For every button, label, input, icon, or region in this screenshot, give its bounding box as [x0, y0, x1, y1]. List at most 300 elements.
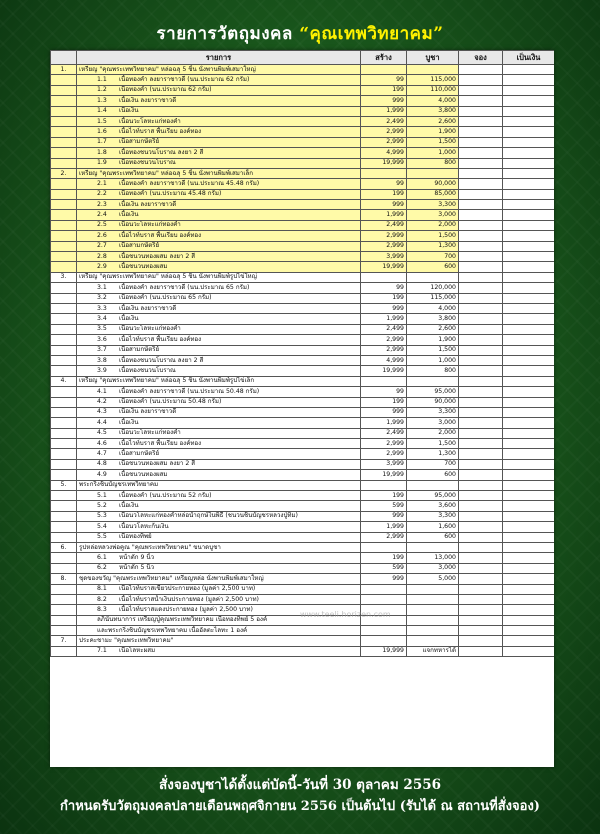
cell-item — [77, 116, 361, 126]
cell-amount — [503, 65, 555, 75]
cell-price: 90,000 — [407, 397, 459, 407]
cell-price — [407, 626, 459, 636]
cell-reserve[interactable] — [459, 397, 503, 407]
item-index: 2.4 — [97, 211, 107, 219]
item-text: เนื้อชนวนทองผสม — [119, 263, 168, 271]
item-text: เหรียญ "คุณพระเทพวิทยาคม" หล่อฉลุ 5 ชิ้น นั่งพานพิมพ์เสมาใหญ่ — [79, 65, 256, 73]
item-index: 3.5 — [97, 325, 107, 333]
cell-price: 1,500 — [407, 345, 459, 355]
cell-item — [77, 252, 361, 262]
item-index: 1.2 — [97, 86, 107, 94]
cell-reserve[interactable] — [459, 532, 503, 542]
cell-item — [77, 480, 361, 490]
cell-item — [77, 594, 361, 604]
cell-price: แจกทหารได้ — [407, 646, 459, 656]
cell-built: 999 — [361, 303, 407, 313]
cell-amount — [503, 646, 555, 656]
cell-item — [77, 272, 361, 282]
item-text: เนื้อทองชนวนโบราณ — [119, 159, 176, 167]
cell-reserve[interactable] — [459, 210, 503, 220]
cell-amount — [503, 148, 555, 158]
item-index: 3.8 — [97, 356, 107, 364]
cell-reserve[interactable] — [459, 491, 503, 501]
cell-amount — [503, 189, 555, 199]
cell-reserve[interactable] — [459, 605, 503, 615]
table-row — [51, 542, 555, 552]
cell-item — [77, 85, 361, 95]
cell-reserve[interactable] — [459, 470, 503, 480]
item-index: 1.4 — [97, 107, 107, 115]
item-index: 5.4 — [97, 522, 107, 530]
cell-reserve[interactable] — [459, 137, 503, 147]
table-row — [51, 501, 555, 511]
cell-amount — [503, 262, 555, 272]
cell-reserve[interactable] — [459, 106, 503, 116]
item-text: เนื้อเงิน — [119, 107, 139, 115]
item-index: 3.9 — [97, 366, 107, 374]
cell-no — [51, 345, 77, 355]
cell-price: 90,000 — [407, 179, 459, 189]
cell-item — [77, 366, 361, 376]
cell-built: 199 — [361, 85, 407, 95]
item-index: 4.9 — [97, 470, 107, 478]
item-text: เนื้อไวท์บราส พื้นเรียบ องค์ทอง — [119, 231, 202, 239]
cell-built: 99 — [361, 387, 407, 397]
cell-no — [51, 314, 77, 324]
cell-item — [77, 428, 361, 438]
cell-reserve[interactable] — [459, 220, 503, 230]
cell-price: 600 — [407, 262, 459, 272]
table-body — [51, 65, 555, 657]
cell-reserve[interactable] — [459, 314, 503, 324]
cell-item — [77, 324, 361, 334]
cell-reserve[interactable] — [459, 303, 503, 313]
item-index: 8.2 — [97, 595, 107, 603]
cell-amount — [503, 179, 555, 189]
item-text: เนื้อทองคำ (นน.ประมาณ 65 กรัม) — [119, 294, 212, 302]
cell-built: 999 — [361, 96, 407, 106]
cell-amount — [503, 594, 555, 604]
table-row — [51, 262, 555, 272]
watermark: www.teeli.horizen.com — [300, 610, 391, 619]
cell-reserve[interactable] — [459, 366, 503, 376]
item-text: เนื้อสามกษัตริย์ — [119, 242, 160, 250]
cell-reserve[interactable] — [459, 501, 503, 511]
table-row — [51, 293, 555, 303]
cell-built — [361, 594, 407, 604]
header-price: บูชา — [407, 51, 459, 65]
item-text: เนื้อเงิน ลงยาราชาวดี — [119, 200, 177, 208]
item-text: เนื้อทองทิพย์ — [119, 533, 152, 541]
cell-reserve[interactable] — [459, 636, 503, 646]
cell-price: 2,000 — [407, 428, 459, 438]
cell-reserve[interactable] — [459, 511, 503, 521]
cell-reserve[interactable] — [459, 522, 503, 532]
cell-price: 1,500 — [407, 137, 459, 147]
table-row — [51, 439, 555, 449]
cell-reserve[interactable] — [459, 387, 503, 397]
table-row — [51, 200, 555, 210]
cell-no — [51, 220, 77, 230]
cell-no — [51, 605, 77, 615]
item-index: 3.4 — [97, 314, 107, 322]
cell-reserve[interactable] — [459, 626, 503, 636]
cell-reserve[interactable] — [459, 231, 503, 241]
cell-no — [51, 200, 77, 210]
cell-no — [51, 501, 77, 511]
cell-reserve[interactable] — [459, 241, 503, 251]
cell-reserve[interactable] — [459, 594, 503, 604]
item-text: เนื้อทองคำ (นน.ประมาณ 50.48 กรัม) — [119, 398, 222, 406]
cell-no — [51, 148, 77, 158]
item-text: เนื้อทองคำ (นน.ประมาณ 52 กรัม) — [119, 491, 212, 499]
cell-item — [77, 355, 361, 365]
table-row — [51, 96, 555, 106]
cell-item — [77, 75, 361, 85]
cell-built: 99 — [361, 283, 407, 293]
cell-item — [77, 470, 361, 480]
table-row — [51, 179, 555, 189]
cell-reserve[interactable] — [459, 553, 503, 563]
cell-reserve[interactable] — [459, 615, 503, 625]
cell-price: 95,000 — [407, 491, 459, 501]
cell-reserve[interactable] — [459, 85, 503, 95]
cell-reserve[interactable] — [459, 335, 503, 345]
cell-reserve[interactable] — [459, 168, 503, 178]
cell-price: 115,000 — [407, 293, 459, 303]
cell-reserve[interactable] — [459, 407, 503, 417]
table-row — [51, 314, 555, 324]
table-row — [51, 366, 555, 376]
cell-price: 2,600 — [407, 116, 459, 126]
cell-price — [407, 594, 459, 604]
cell-built: 199 — [361, 491, 407, 501]
cell-amount — [503, 283, 555, 293]
item-index: 1.8 — [97, 148, 107, 156]
cell-reserve[interactable] — [459, 179, 503, 189]
item-text: เนื้อไวท์บราส พื้นเรียบ องค์ทอง — [119, 127, 202, 135]
cell-built — [361, 480, 407, 490]
cell-reserve[interactable] — [459, 345, 503, 355]
table-row — [51, 272, 555, 282]
table-row — [51, 563, 555, 573]
cell-built: 999 — [361, 407, 407, 417]
item-text: เนื้อทองชนวนโบราณ ลงยา 2 สี — [119, 356, 204, 364]
cell-amount — [503, 407, 555, 417]
cell-reserve[interactable] — [459, 459, 503, 469]
item-text: เนื้อทองชนวนโบราณ — [119, 366, 176, 374]
cell-built: 2,999 — [361, 241, 407, 251]
cell-no — [51, 418, 77, 428]
cell-item — [77, 626, 361, 636]
cell-amount — [503, 200, 555, 210]
cell-no — [51, 626, 77, 636]
table-row — [51, 459, 555, 469]
table-row — [51, 220, 555, 230]
cell-item — [77, 397, 361, 407]
item-text: เหรียญ "คุณพระเทพวิทยาคม" หล่อฉลุ 5 ชิ้น นั่งพานพิมพ์รูปไข่ใหญ่ — [79, 273, 257, 281]
item-text: เนื้อชนวนทองผสม ลงยา 2 สี — [119, 460, 196, 468]
footer-order-period: สั่งจองบูชาได้ตั้งแต่บัดนี้-วันที่ 30 ตุลาคม 2556 — [158, 777, 442, 793]
item-text: เนื้อนวะโลหะแก่ทองคำ — [119, 429, 181, 437]
item-text: เหรียญ "คุณพระเทพวิทยาคม" หล่อฉลุ 5 ชิ้น นั่งพานพิมพ์เสมาเล็ก — [79, 169, 254, 177]
table-row — [51, 210, 555, 220]
item-text: เนื้อทองคำ ลงยาราชาวดี (นน.ประมาณ 50.48 กรัม) — [119, 387, 260, 395]
table-row — [51, 116, 555, 126]
cell-built — [361, 376, 407, 386]
item-index: 4.2 — [97, 398, 107, 406]
cell-built: 19,999 — [361, 158, 407, 168]
item-text: เนื้อเงิน ลงยาราชาวดี — [119, 96, 177, 104]
cell-item — [77, 584, 361, 594]
cell-built: 2,999 — [361, 335, 407, 345]
cell-reserve[interactable] — [459, 418, 503, 428]
cell-item — [77, 511, 361, 521]
cell-built: 2,499 — [361, 220, 407, 230]
cell-item — [77, 532, 361, 542]
cell-amount — [503, 584, 555, 594]
item-index: 2.5 — [97, 221, 107, 229]
cell-item — [77, 303, 361, 313]
cell-reserve[interactable] — [459, 563, 503, 573]
cell-amount — [503, 387, 555, 397]
cell-item — [77, 262, 361, 272]
item-text: เนื้อทองคำ ลงยาราชาวดี (นน.ประมาณ 65 กรัม) — [119, 283, 250, 291]
cell-amount — [503, 376, 555, 386]
cell-built — [361, 636, 407, 646]
cell-reserve[interactable] — [459, 542, 503, 552]
cell-price: 1,500 — [407, 231, 459, 241]
item-text: เนื้อนวโลหะก้นเงิน — [119, 522, 169, 530]
cell-price: 1,000 — [407, 355, 459, 365]
cell-built: 1,999 — [361, 210, 407, 220]
cell-built: 99 — [361, 75, 407, 85]
table-row — [51, 553, 555, 563]
cell-amount — [503, 272, 555, 282]
item-text: เหรียญ "คุณพระเทพวิทยาคม" หล่อฉลุ 5 ชิ้น นั่งพานพิมพ์รูปไข่เล็ก — [79, 377, 255, 385]
cell-reserve[interactable] — [459, 200, 503, 210]
table-row — [51, 303, 555, 313]
item-index: 4.7 — [97, 450, 107, 458]
cell-no — [51, 387, 77, 397]
cell-item — [77, 636, 361, 646]
table-row — [51, 355, 555, 365]
item-index: 4.4 — [97, 418, 107, 426]
cell-reserve[interactable] — [459, 574, 503, 584]
cell-built — [361, 542, 407, 552]
item-text: รูปหล่อหลวงพ่อคูณ "คุณพระเทพวิทยาคม" ขนาดบูชา — [79, 543, 221, 551]
cell-no — [51, 397, 77, 407]
table-row — [51, 646, 555, 656]
cell-amount — [503, 480, 555, 490]
cell-reserve[interactable] — [459, 355, 503, 365]
cell-price — [407, 168, 459, 178]
cell-reserve[interactable] — [459, 116, 503, 126]
cell-reserve[interactable] — [459, 293, 503, 303]
title-prefix: รายการวัตถุมงคล — [156, 24, 300, 44]
item-text: ประคะชามะ "คุณพระเทพวิทยาคม" — [79, 637, 174, 645]
cell-reserve[interactable] — [459, 252, 503, 262]
cell-price: 4,000 — [407, 96, 459, 106]
cell-built — [361, 626, 407, 636]
item-index: 8.3 — [97, 605, 107, 613]
table-row — [51, 584, 555, 594]
cell-price: 13,000 — [407, 553, 459, 563]
cell-no — [51, 646, 77, 656]
table-row — [51, 387, 555, 397]
cell-amount — [503, 116, 555, 126]
cell-reserve[interactable] — [459, 158, 503, 168]
cell-reserve[interactable] — [459, 96, 503, 106]
cell-no: 4. — [51, 376, 77, 386]
cell-no — [51, 366, 77, 376]
cell-amount — [503, 511, 555, 521]
cell-reserve[interactable] — [459, 272, 503, 282]
cell-item — [77, 563, 361, 573]
cell-amount — [503, 85, 555, 95]
cell-item — [77, 96, 361, 106]
header-amount: เป็นเงิน — [503, 51, 555, 65]
item-index: 1.5 — [97, 117, 107, 125]
cell-item — [77, 137, 361, 147]
cell-price — [407, 542, 459, 552]
cell-reserve[interactable] — [459, 324, 503, 334]
cell-reserve[interactable] — [459, 449, 503, 459]
cell-item — [77, 459, 361, 469]
cell-item — [77, 283, 361, 293]
cell-reserve[interactable] — [459, 439, 503, 449]
item-index: 2.3 — [97, 200, 107, 208]
cell-item — [77, 220, 361, 230]
cell-no — [51, 594, 77, 604]
cell-price: 600 — [407, 532, 459, 542]
item-index: 4.1 — [97, 387, 107, 395]
item-text: เนื้อเงิน — [119, 211, 139, 219]
item-index: 1.9 — [97, 159, 107, 167]
cell-built: 2,499 — [361, 428, 407, 438]
cell-amount — [503, 241, 555, 251]
cell-no: 5. — [51, 480, 77, 490]
cell-no — [51, 158, 77, 168]
item-index: 5.5 — [97, 533, 107, 541]
header-reserve: จอง — [459, 51, 503, 65]
cell-item — [77, 168, 361, 178]
cell-no — [51, 137, 77, 147]
table-row — [51, 158, 555, 168]
item-index: 2.8 — [97, 252, 107, 260]
cell-price: 1,000 — [407, 148, 459, 158]
cell-no — [51, 252, 77, 262]
cell-price: 85,000 — [407, 189, 459, 199]
cell-reserve[interactable] — [459, 283, 503, 293]
cell-reserve[interactable] — [459, 262, 503, 272]
table-row — [51, 252, 555, 262]
table-row — [51, 127, 555, 137]
cell-reserve[interactable] — [459, 148, 503, 158]
cell-price — [407, 480, 459, 490]
cell-reserve[interactable] — [459, 584, 503, 594]
cell-no — [51, 189, 77, 199]
item-text: เนื้อสามกษัตริย์ — [119, 450, 160, 458]
cell-no: 7. — [51, 636, 77, 646]
cell-price: 700 — [407, 252, 459, 262]
table-row — [51, 148, 555, 158]
cell-reserve[interactable] — [459, 646, 503, 656]
cell-built: 2,999 — [361, 532, 407, 542]
cell-no: 2. — [51, 168, 77, 178]
item-text: เนื้อสามกษัตริย์ — [119, 346, 160, 354]
cell-no — [51, 96, 77, 106]
cell-amount — [503, 293, 555, 303]
cell-amount — [503, 501, 555, 511]
cell-price: 3,300 — [407, 407, 459, 417]
item-text: เนื้อเงิน — [119, 418, 139, 426]
cell-no — [51, 179, 77, 189]
cell-no: 3. — [51, 272, 77, 282]
cell-no — [51, 459, 77, 469]
item-text: เนื้อโลหะผสม — [119, 647, 156, 655]
item-index: 2.9 — [97, 263, 107, 271]
table-row — [51, 480, 555, 490]
item-index: 3.3 — [97, 304, 107, 312]
item-index: 3.1 — [97, 283, 107, 291]
cell-price: 700 — [407, 459, 459, 469]
item-index: 5.1 — [97, 491, 107, 499]
cell-amount — [503, 355, 555, 365]
cell-reserve[interactable] — [459, 127, 503, 137]
cell-built: 2,999 — [361, 439, 407, 449]
table-row — [51, 636, 555, 646]
cell-no — [51, 439, 77, 449]
item-index: 3.6 — [97, 335, 107, 343]
cell-amount — [503, 532, 555, 542]
item-index: 1.1 — [97, 75, 107, 83]
item-text: เนื้อไวท์บราสเขียวประกายทอง (มูลค่า 2,500 บาท) — [119, 585, 256, 593]
item-text: เนื้อเงิน ลงยาราชาวดี — [119, 304, 177, 312]
cell-item — [77, 376, 361, 386]
table-row — [51, 428, 555, 438]
footer-pickup-info: กำหนดรับวัตถุมงคลปลายเดือนพฤศจิกายน 2556 เป็นต้นไป (รับได้ ณ สถานที่สั่งจอง) — [60, 799, 540, 814]
cell-amount — [503, 574, 555, 584]
cell-amount — [503, 106, 555, 116]
cell-price: 1,600 — [407, 522, 459, 532]
cell-reserve[interactable] — [459, 65, 503, 75]
cell-no — [51, 303, 77, 313]
cell-price: 3,800 — [407, 106, 459, 116]
cell-reserve[interactable] — [459, 189, 503, 199]
cell-item — [77, 646, 361, 656]
cell-reserve[interactable] — [459, 75, 503, 85]
cell-item — [77, 553, 361, 563]
item-index: 4.3 — [97, 408, 107, 416]
cell-reserve[interactable] — [459, 428, 503, 438]
price-list-sheet — [50, 50, 554, 767]
cell-amount — [503, 636, 555, 646]
cell-item — [77, 241, 361, 251]
item-text: เนื้อไวท์บราส พื้นเรียบ องค์ทอง — [119, 439, 202, 447]
cell-price: 3,300 — [407, 200, 459, 210]
cell-no — [51, 127, 77, 137]
cell-reserve[interactable] — [459, 480, 503, 490]
item-index: 1.6 — [97, 127, 107, 135]
cell-built — [361, 168, 407, 178]
cell-item — [77, 314, 361, 324]
cell-reserve[interactable] — [459, 376, 503, 386]
cell-built: 1,999 — [361, 418, 407, 428]
cell-no: 1. — [51, 65, 77, 75]
table-row — [51, 85, 555, 95]
item-index: 5.3 — [97, 512, 107, 520]
